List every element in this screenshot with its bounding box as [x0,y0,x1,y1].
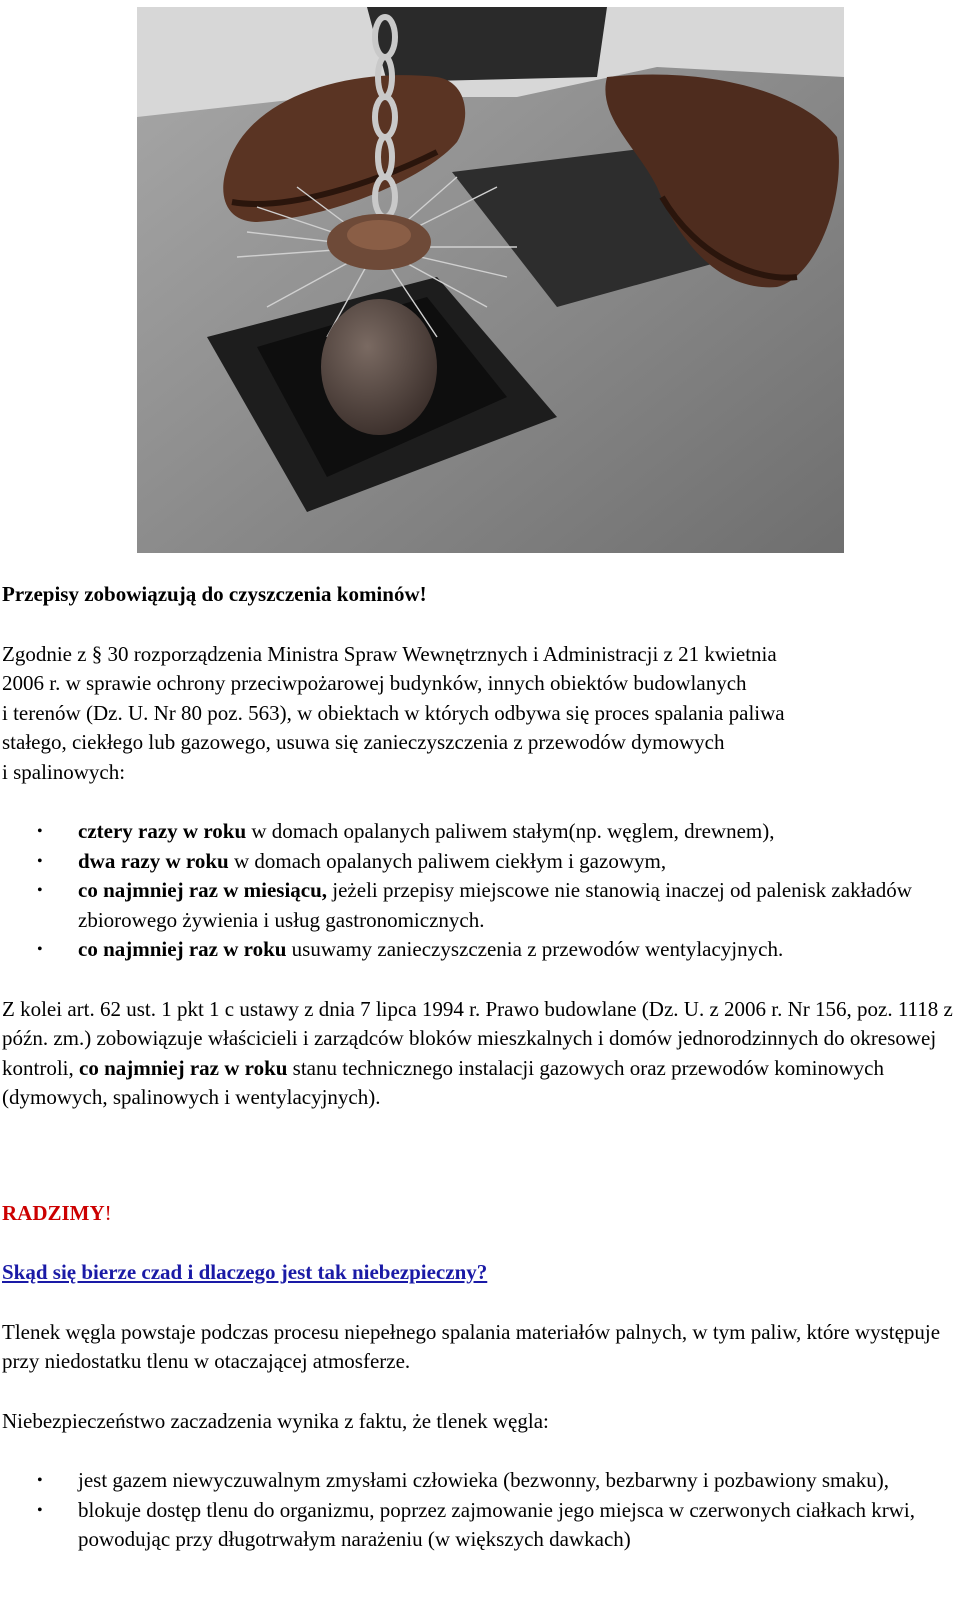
danger-list [2,1466,957,1555]
law-frequency: co najmniej raz w roku [79,1055,288,1080]
rule-frequency: co najmniej raz w miesiącu, [78,878,328,902]
intro-line: Zgodnie z § 30 rozporządzenia Ministra Spraw Wewnętrznych i Administracji z 21 kwietnia [2,641,777,666]
cleaning-rules-list [2,817,957,965]
rule-text: w domach opalanych paliwem stałym(np. węglem, drewnem), [246,819,775,843]
advice-word: RADZIMY [2,1200,105,1225]
list-item [2,817,957,847]
intro-line: 2006 r. w sprawie ochrony przeciwpożarowej budynków, innych obiektów budowlanych [2,671,747,695]
danger-intro: Niebezpieczeństwo zaczadzenia wynika z faktu, że tlenek węgla: [2,1408,549,1433]
list-item: • blokuje dostęp tlenu do organizmu, poprzez zajmowanie jego miejsca w czerwonych ciałkach krwi, powodując przy długotrwałym narażeniu (w większych dawkach) [2,1496,957,1555]
chimney-sweep-photo [137,7,844,553]
rule-frequency: dwa razy w roku [78,848,229,873]
list-item [2,876,957,935]
rule-text: w domach opalanych paliwem ciekłym i gazowym, [228,848,667,873]
building-law-paragraph [2,995,957,1113]
rule-frequency: cztery razy w roku [78,819,247,843]
rule-text: usuwamy zanieczyszczenia z przewodów wentylacyjnych. [286,937,784,961]
rule-frequency: co najmniej raz w roku [78,937,287,961]
list-item [2,847,957,877]
law-text: Z kolei art. 62 ust. 1 pkt 1 c ustawy z dnia 7 lipca 1994 r. Prawo budowlane (Dz. U. z 2006 r. Nr 156, poz. 1118 z późn. zm.) zobowiązuje właścicieli i zarządców bloków mieszkalnych i domów jednorodzinnych do okresowej kontroli, [2,996,953,1080]
advice-heading [2,1199,957,1229]
list-item [2,935,957,965]
carbon-monoxide-paragraph: Tlenek węgla powstaje podczas procesu niepełnego spalania materiałów palnych, w tym paliw, które występuje przy niedostatku tlenu w otaczającej atmosferze. [2,1319,941,1373]
intro-line: i spalinowych: [2,759,126,784]
page-heading: Przepisy zobowiązują do czyszczenia kominów! [2,582,427,606]
law-text-end: stanu technicznego instalacji gazowych oraz przewodów kominowych (dymowych, spalinowych i wentylacyjnych). [2,1055,884,1109]
list-item: • jest gazem niewyczuwalnym zmysłami człowieka (bezwonny, bezbarwny i pozbawiony smaku), [2,1466,957,1496]
question-heading: Skąd się bierze czad i dlaczego jest tak niebezpieczny? [2,1260,488,1284]
document-body [2,580,957,1555]
intro-line: stałego, ciekłego lub gazowego, usuwa się zanieczyszczenia z przewodów dymowych [2,730,725,754]
rule-text: jeżeli przepisy miejscowe nie stanowią inaczej od palenisk zakładów zbiorowego żywienia i usług gastronomicznych. [78,878,912,932]
advice-mark: ! [104,1200,112,1225]
intro-paragraph [2,640,957,788]
intro-line: i terenów (Dz. U. Nr 80 poz. 563), w obiektach w których odbywa się proces spalania paliwa [2,700,785,725]
